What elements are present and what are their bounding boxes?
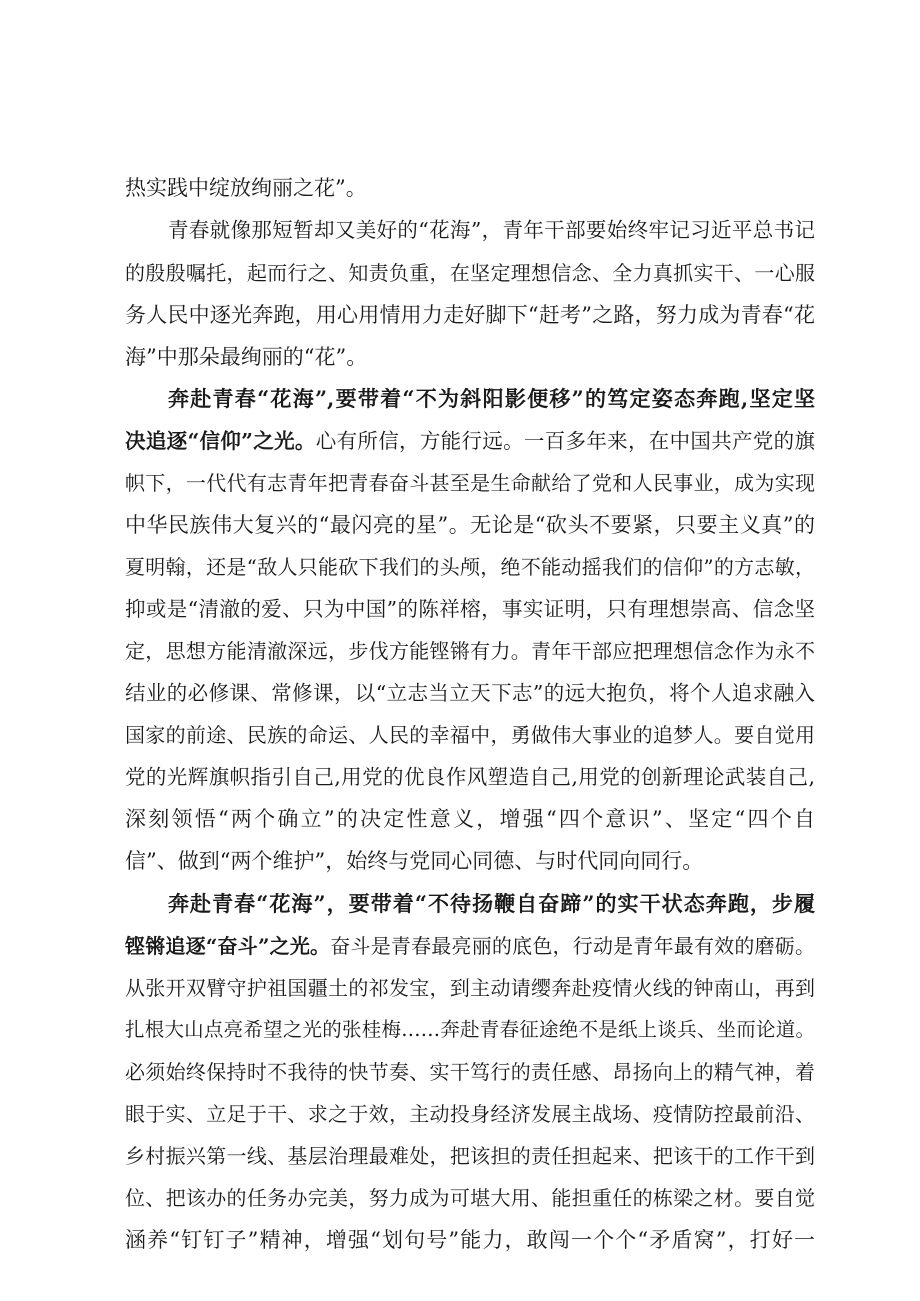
- body-text: 热实践中绽放绚丽之花”。: [125, 176, 367, 200]
- paragraph-last-line: [125, 841, 815, 881]
- text-line: [125, 1220, 815, 1260]
- text-line: [125, 926, 815, 966]
- body-text: 的殷殷嘱托，起而行之、知责负重，在坚定理想信念、全力真抓实干、一心服: [125, 261, 815, 285]
- text-line: [125, 968, 815, 1008]
- text-line: [125, 1136, 815, 1176]
- paragraph-last-line: [125, 337, 815, 377]
- text-line: [125, 589, 815, 629]
- body-text: 中华民族伟大复兴的“最闪亮的星”。无论是“砍头不要紧，只要主义真”的: [125, 513, 815, 537]
- text-line: [125, 715, 815, 755]
- body-text: 眼于实、立足于干、求之于效，主动投身经济发展主战场、疫情防控最前沿、: [125, 1102, 815, 1126]
- body-text: 夏明翰，还是“敌人只能砍下我们的头颅，绝不能动摇我们的信仰”的方志敏，: [125, 555, 815, 579]
- body-text: 扎根大山点亮希望之光的张桂梅……奔赴青春征途绝不是纸上谈兵、坐而论道。: [125, 1018, 815, 1041]
- body-text: 海”中那朵最绚丽的“花”。: [125, 345, 368, 369]
- bold-heading-text: 奔赴青春“花海”,要带着“不为斜阳影便移”的笃定姿态奔跑,坚定坚: [168, 386, 815, 411]
- text-line: [125, 463, 815, 503]
- text-line: [125, 799, 815, 839]
- body-text: 深刻领悟“两个确立”的决定性意义，增强“四个意识”、坚定“四个自: [125, 807, 815, 831]
- bold-heading-text: 铿锵追逐“奋斗”之光。: [125, 934, 331, 958]
- text-line: [125, 757, 815, 797]
- body-text: 奋斗是青春最亮丽的底色，行动是青年最有效的磨砺。: [330, 934, 815, 958]
- text-line: [125, 295, 815, 335]
- text-line: [125, 1178, 815, 1218]
- body-text: 乡村振兴第一线、基层治理最难处，把该担的责任担起来、把该干的工作干到: [125, 1144, 815, 1168]
- body-text: 党的光辉旗帜指引自己,用党的优良作风塑造自己,用党的创新理论武装自己,: [125, 765, 815, 789]
- paragraph-first-line: [168, 884, 815, 924]
- body-text: 涵养“钉钉子”精神，增强“划句号”能力，敢闯一个个“矛盾窝”，打好一: [125, 1228, 815, 1252]
- text-line: [125, 168, 815, 208]
- body-text: 国家的前途、民族的命运、人民的幸福中，勇做伟大事业的追梦人。要自觉用: [125, 723, 815, 747]
- body-text: 结业的必修课、常修课，以“立志当立天下志”的远大抱负，将个人追求融入: [125, 681, 815, 705]
- body-text: 从张开双臂守护祖国疆土的祁发宝，到主动请缨奔赴疫情火线的钟南山，再到: [125, 976, 815, 1000]
- paragraph-first-line: [168, 210, 815, 250]
- body-text: 青春就像那短暂却又美好的“花海”，青年干部要始终牢记习近平总书记: [168, 218, 815, 242]
- body-text: 必须始终保持时不我待的快节奏、实干笃行的责任感、昂扬向上的精气神，着: [125, 1060, 815, 1084]
- text-line: [125, 505, 815, 545]
- body-text: 位、把该办的任务办完美，努力成为可堪大用、能担重任的栋梁之材。要自觉: [125, 1186, 815, 1210]
- paragraph-first-line: [168, 379, 815, 419]
- text-line: [125, 1052, 815, 1092]
- body-text: 帜下，一代代有志青年把青春奋斗甚至是生命献给了党和人民事业，成为实现: [125, 471, 815, 495]
- body-text: 抑或是“清澈的爱、只为中国”的陈祥榕，事实证明，只有理想崇高、信念坚: [125, 597, 815, 621]
- text-line: [125, 673, 815, 713]
- body-text: 定，思想方能清澈深远，步伐方能铿锵有力。青年干部应把理想信念作为永不: [125, 639, 815, 663]
- text-line: [125, 1094, 815, 1134]
- body-text: 心有所信，方能行远。一百多年来，在中国共产党的旗: [315, 429, 815, 453]
- text-line: [125, 547, 815, 587]
- text-line: [125, 421, 815, 461]
- text-line: [125, 1010, 815, 1050]
- bold-heading-text: 奔赴青春“花海”，要带着“不待扬鞭自奋蹄”的实干状态奔跑，步履: [168, 891, 815, 916]
- body-text: 务人民中逐光奔跑，用心用情用力走好脚下“赶考”之路，努力成为青春“花: [125, 303, 815, 327]
- bold-heading-text: 决追逐“信仰”之光。: [125, 429, 316, 453]
- text-line: [125, 631, 815, 671]
- text-line: [125, 253, 815, 293]
- body-text: 信”、做到“两个维护”，始终与党同心同德、与时代同向同行。: [125, 849, 704, 873]
